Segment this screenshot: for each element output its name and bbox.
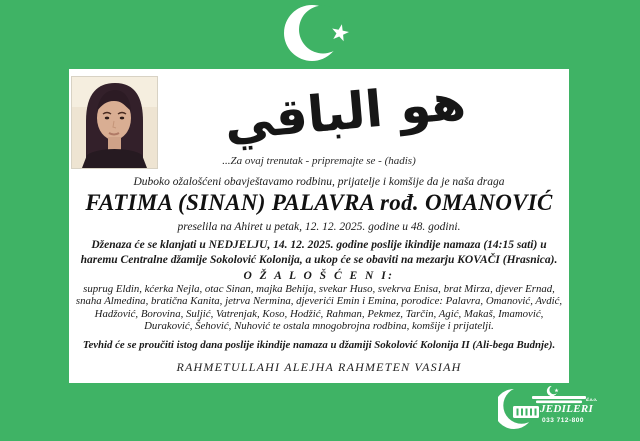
logo-crescent-star-icon [547,386,559,396]
mausoleum-icon [513,406,539,418]
company-name: JEDILERI [540,403,594,415]
funeral-company-logo [498,386,610,438]
funeral-details: Dženaza će se klanjati u NEDJELJU, 14. 12. 2025. godine poslije ikindije namaza (14:15 sati) u haremu Centralne džamije Sokolović Kolonija, a ukop će se obaviti na mezarju KOVAČI (Hrasnica). [80,239,558,266]
mourners-heading: O Ž A L O Š Ć E N I: [243,270,395,282]
deceased-name: FATIMA (SINAN) PALAVRA rođ. OMANOVIĆ [85,190,553,215]
notice-sheet [69,69,569,383]
passing-line: preselila na Ahiret u petak, 12. 12. 2025. godine u 48. godini. [177,221,461,233]
mourners-list: suprug Eldin, kćerka Nejla, otac Sinan, majka Behija, svekar Huso, svekrva Enisa, brat Mirza, djever Ernad, snaha Almedina, bratična Kanita, jetrva Nermina, djeverići Emin i Emina, porodice: Palavra, Omanović, Avdić, Hadžović, Borovina, Suljić, Vatrenjak, Koso, Hodžić, Rahman, Pekmez, Tarčin, Agić, Makaš, Imamović, Duraković, Šehović, Nuhović te ostala mnogobrojna rodbina, komšije i prijatelji. [75,283,563,333]
arabic-calligraphy: هو الباقي [221,72,468,152]
company-phone: 033 712-800 [542,417,585,424]
logo-fine-print-line [532,396,586,399]
tevhid-line: Tevhid će se proučiti istog dana poslije ikindije namaza u džamiji Sokolović Kolonija II (Ali-bega Budnje). [82,339,556,351]
prayer-line: RAHMETULLAHI ALEJHA RAHMETEN VASIAH [176,360,462,374]
crescent-star-icon [0,0,640,70]
hadith-line: ...Za ovaj trenutak - pripremajte se - (hadis) [222,155,416,167]
company-legal-suffix: d.o.o. [586,398,598,403]
intro-line: Duboko ožalošćeni obavještavamo rodbinu, prijatelje i komšije da je naša draga [133,176,505,188]
